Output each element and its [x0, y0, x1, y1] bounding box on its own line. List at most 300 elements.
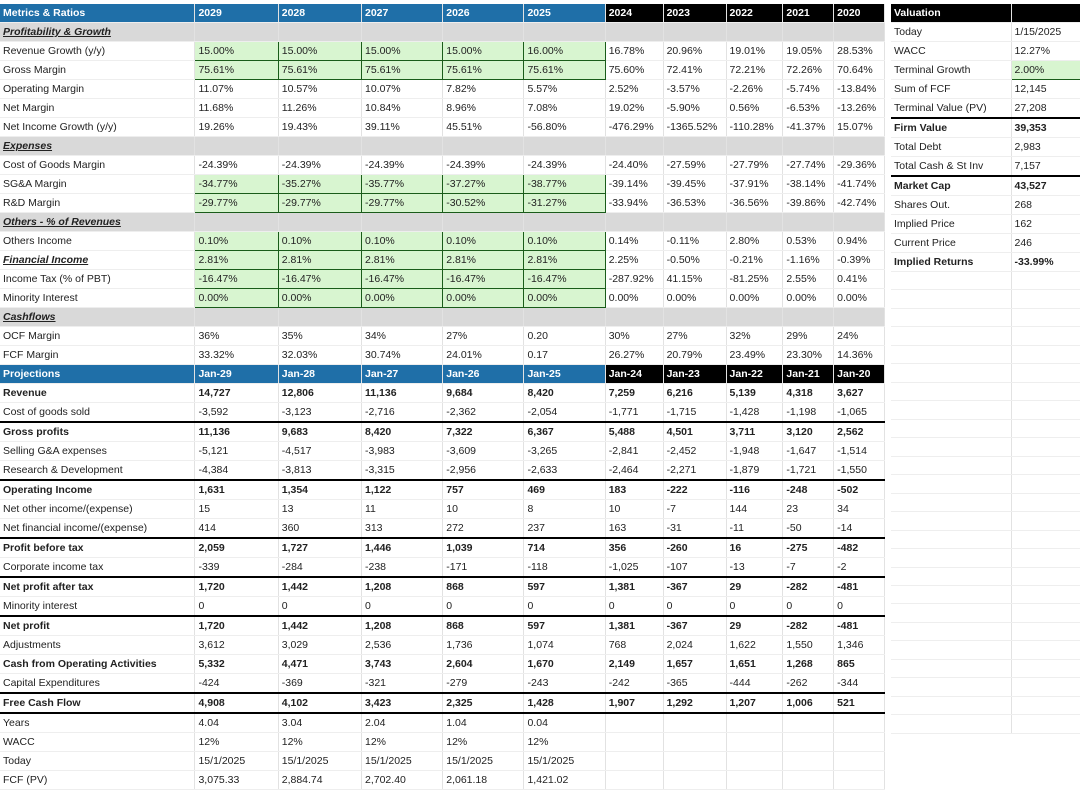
projection-cell[interactable]: -444: [726, 674, 783, 694]
metric-cell[interactable]: -27.74%: [783, 156, 834, 175]
metric-cell[interactable]: 15.00%: [195, 42, 278, 61]
metric-cell[interactable]: 2.55%: [783, 270, 834, 289]
metric-cell[interactable]: -30.52%: [443, 194, 524, 213]
projection-cell[interactable]: 1,207: [726, 693, 783, 713]
metric-cell[interactable]: 45.51%: [443, 118, 524, 137]
metric-cell[interactable]: 35%: [278, 327, 361, 346]
empty-cell[interactable]: [1011, 272, 1080, 290]
projection-cell[interactable]: 1,622: [726, 636, 783, 655]
metric-label[interactable]: Income Tax (% of PBT): [0, 270, 195, 289]
projection-cell[interactable]: [726, 733, 783, 752]
metric-cell[interactable]: -24.39%: [362, 156, 443, 175]
projection-cell[interactable]: -3,592: [195, 403, 278, 423]
projection-cell[interactable]: 1,208: [362, 616, 443, 636]
projection-cell[interactable]: -1,771: [605, 403, 663, 423]
projection-cell[interactable]: 2,884.74: [278, 771, 361, 790]
metric-cell[interactable]: -6.53%: [783, 99, 834, 118]
projection-label[interactable]: Today: [0, 752, 195, 771]
metric-cell[interactable]: 0.10%: [443, 232, 524, 251]
projection-cell[interactable]: 868: [443, 616, 524, 636]
metric-cell[interactable]: 30.74%: [362, 346, 443, 365]
empty-cell[interactable]: [1011, 585, 1080, 603]
projection-cell[interactable]: 1,381: [605, 616, 663, 636]
projection-cell[interactable]: 1,122: [362, 480, 443, 500]
projection-cell[interactable]: -2: [834, 558, 885, 578]
metric-cell[interactable]: 26.27%: [605, 346, 663, 365]
projection-label[interactable]: Cash from Operating Activities: [0, 655, 195, 674]
projection-cell[interactable]: -2,452: [663, 442, 726, 461]
metric-cell[interactable]: 36%: [195, 327, 278, 346]
projection-cell[interactable]: 768: [605, 636, 663, 655]
projection-cell[interactable]: 23: [783, 500, 834, 519]
projection-cell[interactable]: -282: [783, 616, 834, 636]
metric-cell[interactable]: 72.21%: [726, 61, 783, 80]
projection-cell[interactable]: -11: [726, 519, 783, 539]
projection-cell[interactable]: 15: [195, 500, 278, 519]
metric-cell[interactable]: -37.27%: [443, 175, 524, 194]
projection-cell[interactable]: 2,024: [663, 636, 726, 655]
empty-cell[interactable]: [891, 493, 1011, 511]
projection-cell[interactable]: 360: [278, 519, 361, 539]
metric-cell[interactable]: -13.26%: [834, 99, 885, 118]
projection-cell[interactable]: -321: [362, 674, 443, 694]
projection-cell[interactable]: 1,727: [278, 538, 361, 558]
projection-cell[interactable]: -1,428: [726, 403, 783, 423]
projection-cell[interactable]: 144: [726, 500, 783, 519]
projection-cell[interactable]: -2,362: [443, 403, 524, 423]
metric-cell[interactable]: -34.77%: [195, 175, 278, 194]
metric-cell[interactable]: 0.00%: [443, 289, 524, 308]
empty-cell[interactable]: [891, 604, 1011, 622]
metric-cell[interactable]: 75.61%: [362, 61, 443, 80]
valuation-value[interactable]: 162: [1011, 215, 1080, 234]
metric-cell[interactable]: 15.00%: [443, 42, 524, 61]
projection-cell[interactable]: 12%: [443, 733, 524, 752]
projection-cell[interactable]: [726, 752, 783, 771]
metric-cell[interactable]: 15.07%: [834, 118, 885, 137]
projection-cell[interactable]: -50: [783, 519, 834, 539]
projection-cell[interactable]: -13: [726, 558, 783, 578]
metric-cell[interactable]: 0.41%: [834, 270, 885, 289]
empty-cell[interactable]: [1011, 678, 1080, 696]
projection-cell[interactable]: 14,727: [195, 384, 278, 403]
metric-cell[interactable]: 15.00%: [362, 42, 443, 61]
metric-cell[interactable]: 19.02%: [605, 99, 663, 118]
metric-cell[interactable]: -5.90%: [663, 99, 726, 118]
projection-cell[interactable]: 0.04: [524, 713, 605, 733]
projection-cell[interactable]: 2,149: [605, 655, 663, 674]
metric-cell[interactable]: 23.30%: [783, 346, 834, 365]
projection-cell[interactable]: 1,720: [195, 577, 278, 597]
metric-cell[interactable]: 33.32%: [195, 346, 278, 365]
metric-cell[interactable]: -24.39%: [524, 156, 605, 175]
projection-cell[interactable]: [605, 771, 663, 790]
empty-cell[interactable]: [1011, 567, 1080, 585]
projection-cell[interactable]: -1,550: [834, 461, 885, 481]
valuation-value[interactable]: 43,527: [1011, 176, 1080, 196]
metric-cell[interactable]: -1365.52%: [663, 118, 726, 137]
metric-cell[interactable]: 16.00%: [524, 42, 605, 61]
projection-cell[interactable]: -339: [195, 558, 278, 578]
projection-cell[interactable]: 2,059: [195, 538, 278, 558]
metric-cell[interactable]: 5.57%: [524, 80, 605, 99]
projection-cell[interactable]: 3.04: [278, 713, 361, 733]
projection-cell[interactable]: 16: [726, 538, 783, 558]
projection-label[interactable]: Net other income/(expense): [0, 500, 195, 519]
metric-cell[interactable]: 75.60%: [605, 61, 663, 80]
projection-label[interactable]: Profit before tax: [0, 538, 195, 558]
projection-cell[interactable]: 1.04: [443, 713, 524, 733]
valuation-value[interactable]: 27,208: [1011, 99, 1080, 119]
metric-cell[interactable]: 0.56%: [726, 99, 783, 118]
projection-cell[interactable]: 34: [834, 500, 885, 519]
metric-cell[interactable]: 72.41%: [663, 61, 726, 80]
valuation-value[interactable]: 7,157: [1011, 157, 1080, 177]
projection-cell[interactable]: -248: [783, 480, 834, 500]
metric-label[interactable]: Net Income Growth (y/y): [0, 118, 195, 137]
projection-cell[interactable]: 2,562: [834, 422, 885, 442]
empty-cell[interactable]: [1011, 604, 1080, 622]
projection-cell[interactable]: 0: [663, 597, 726, 617]
projection-cell[interactable]: -481: [834, 577, 885, 597]
projection-cell[interactable]: -262: [783, 674, 834, 694]
metric-cell[interactable]: -287.92%: [605, 270, 663, 289]
projection-cell[interactable]: -369: [278, 674, 361, 694]
projection-cell[interactable]: 4,102: [278, 693, 361, 713]
projection-label[interactable]: Net financial income/(expense): [0, 519, 195, 539]
projection-label[interactable]: Operating Income: [0, 480, 195, 500]
empty-cell[interactable]: [1011, 512, 1080, 530]
metric-cell[interactable]: -56.80%: [524, 118, 605, 137]
projection-cell[interactable]: -1,948: [726, 442, 783, 461]
projection-cell[interactable]: 1,208: [362, 577, 443, 597]
projection-cell[interactable]: 272: [443, 519, 524, 539]
valuation-value[interactable]: 268: [1011, 196, 1080, 215]
projection-cell[interactable]: -279: [443, 674, 524, 694]
projection-cell[interactable]: 0: [278, 597, 361, 617]
empty-cell[interactable]: [891, 715, 1011, 733]
metric-cell[interactable]: -476.29%: [605, 118, 663, 137]
projection-cell[interactable]: -222: [663, 480, 726, 500]
projection-cell[interactable]: 4,908: [195, 693, 278, 713]
projection-label[interactable]: Net profit: [0, 616, 195, 636]
empty-cell[interactable]: [1011, 327, 1080, 345]
projection-cell[interactable]: 4,501: [663, 422, 726, 442]
projection-cell[interactable]: 1,346: [834, 636, 885, 655]
projection-label[interactable]: Selling G&A expenses: [0, 442, 195, 461]
metric-cell[interactable]: -16.47%: [195, 270, 278, 289]
projection-cell[interactable]: 7,322: [443, 422, 524, 442]
metric-cell[interactable]: 0.00%: [663, 289, 726, 308]
projection-cell[interactable]: 8,420: [362, 422, 443, 442]
projection-cell[interactable]: 6,367: [524, 422, 605, 442]
projection-cell[interactable]: -2,054: [524, 403, 605, 423]
metric-cell[interactable]: -24.40%: [605, 156, 663, 175]
projection-cell[interactable]: 15/1/2025: [443, 752, 524, 771]
projection-cell[interactable]: -4,384: [195, 461, 278, 481]
metric-cell[interactable]: 75.61%: [443, 61, 524, 80]
metric-cell[interactable]: 7.82%: [443, 80, 524, 99]
projection-cell[interactable]: 2,061.18: [443, 771, 524, 790]
projection-cell[interactable]: 237: [524, 519, 605, 539]
metric-cell[interactable]: 2.80%: [726, 232, 783, 251]
valuation-label[interactable]: Terminal Value (PV): [891, 99, 1011, 119]
projection-cell[interactable]: -1,879: [726, 461, 783, 481]
projection-cell[interactable]: [726, 771, 783, 790]
projection-cell[interactable]: 0: [834, 597, 885, 617]
metric-label[interactable]: OCF Margin: [0, 327, 195, 346]
projection-cell[interactable]: 8,420: [524, 384, 605, 403]
metric-cell[interactable]: 75.61%: [278, 61, 361, 80]
metric-cell[interactable]: 0.14%: [605, 232, 663, 251]
metric-cell[interactable]: 27%: [663, 327, 726, 346]
projection-cell[interactable]: 1,268: [783, 655, 834, 674]
projection-cell[interactable]: 3,711: [726, 422, 783, 442]
empty-cell[interactable]: [1011, 659, 1080, 677]
projection-cell[interactable]: -243: [524, 674, 605, 694]
projection-label[interactable]: Years: [0, 713, 195, 733]
projection-cell[interactable]: 5,332: [195, 655, 278, 674]
metric-cell[interactable]: 24.01%: [443, 346, 524, 365]
metric-cell[interactable]: -0.39%: [834, 251, 885, 270]
projection-cell[interactable]: 521: [834, 693, 885, 713]
projection-cell[interactable]: 15/1/2025: [195, 752, 278, 771]
projection-cell[interactable]: -1,514: [834, 442, 885, 461]
metric-cell[interactable]: 0.00%: [195, 289, 278, 308]
projection-cell[interactable]: [834, 713, 885, 733]
empty-cell[interactable]: [891, 696, 1011, 714]
metric-cell[interactable]: 28.53%: [834, 42, 885, 61]
empty-cell[interactable]: [1011, 438, 1080, 456]
projection-cell[interactable]: -116: [726, 480, 783, 500]
valuation-value[interactable]: 12,145: [1011, 80, 1080, 99]
projection-cell[interactable]: -3,609: [443, 442, 524, 461]
metric-cell[interactable]: -27.79%: [726, 156, 783, 175]
metric-cell[interactable]: 0.10%: [524, 232, 605, 251]
projection-cell[interactable]: 3,120: [783, 422, 834, 442]
projection-cell[interactable]: 1,074: [524, 636, 605, 655]
projection-cell[interactable]: -7: [783, 558, 834, 578]
projection-cell[interactable]: -3,813: [278, 461, 361, 481]
empty-cell[interactable]: [1011, 641, 1080, 659]
empty-cell[interactable]: [1011, 401, 1080, 419]
projection-cell[interactable]: 10: [443, 500, 524, 519]
metric-cell[interactable]: 10.07%: [362, 80, 443, 99]
metric-cell[interactable]: 32%: [726, 327, 783, 346]
projection-cell[interactable]: [605, 713, 663, 733]
metric-cell[interactable]: 0.94%: [834, 232, 885, 251]
projection-cell[interactable]: 1,651: [726, 655, 783, 674]
empty-cell[interactable]: [1011, 364, 1080, 382]
empty-cell[interactable]: [891, 419, 1011, 437]
projection-cell[interactable]: 15/1/2025: [278, 752, 361, 771]
empty-cell[interactable]: [1011, 419, 1080, 437]
projection-cell[interactable]: 2.04: [362, 713, 443, 733]
projection-cell[interactable]: -1,065: [834, 403, 885, 423]
metric-cell[interactable]: 19.43%: [278, 118, 361, 137]
valuation-label[interactable]: Today: [891, 23, 1011, 42]
projection-cell[interactable]: 469: [524, 480, 605, 500]
metric-cell[interactable]: -13.84%: [834, 80, 885, 99]
projection-cell[interactable]: 29: [726, 577, 783, 597]
metric-cell[interactable]: 10.84%: [362, 99, 443, 118]
projection-label[interactable]: Adjustments: [0, 636, 195, 655]
projection-cell[interactable]: -1,025: [605, 558, 663, 578]
projection-cell[interactable]: 12%: [195, 733, 278, 752]
projection-cell[interactable]: -482: [834, 538, 885, 558]
empty-cell[interactable]: [1011, 530, 1080, 548]
metric-cell[interactable]: -42.74%: [834, 194, 885, 213]
empty-cell[interactable]: [1011, 715, 1080, 733]
metric-cell[interactable]: 11.26%: [278, 99, 361, 118]
projection-cell[interactable]: 15/1/2025: [524, 752, 605, 771]
projection-cell[interactable]: 4.04: [195, 713, 278, 733]
metric-cell[interactable]: 70.64%: [834, 61, 885, 80]
empty-cell[interactable]: [1011, 549, 1080, 567]
metric-cell[interactable]: -0.21%: [726, 251, 783, 270]
projection-cell[interactable]: -2,271: [663, 461, 726, 481]
valuation-label[interactable]: Total Cash & St Inv: [891, 157, 1011, 177]
metric-cell[interactable]: -0.11%: [663, 232, 726, 251]
metric-cell[interactable]: 19.05%: [783, 42, 834, 61]
projection-cell[interactable]: 1,631: [195, 480, 278, 500]
projection-cell[interactable]: 29: [726, 616, 783, 636]
metric-cell[interactable]: 0.00%: [834, 289, 885, 308]
projection-cell[interactable]: 2,536: [362, 636, 443, 655]
metric-cell[interactable]: -24.39%: [195, 156, 278, 175]
projection-cell[interactable]: [663, 733, 726, 752]
metric-cell[interactable]: 15.00%: [278, 42, 361, 61]
projection-cell[interactable]: 5,139: [726, 384, 783, 403]
metric-cell[interactable]: -110.28%: [726, 118, 783, 137]
metric-cell[interactable]: -24.39%: [443, 156, 524, 175]
empty-cell[interactable]: [891, 456, 1011, 474]
valuation-value[interactable]: 1/15/2025: [1011, 23, 1080, 42]
metric-cell[interactable]: -16.47%: [443, 270, 524, 289]
projection-cell[interactable]: 865: [834, 655, 885, 674]
projection-cell[interactable]: 1,442: [278, 577, 361, 597]
projection-cell[interactable]: -2,633: [524, 461, 605, 481]
projection-cell[interactable]: 8: [524, 500, 605, 519]
projection-cell[interactable]: -260: [663, 538, 726, 558]
projection-cell[interactable]: -7: [663, 500, 726, 519]
projection-cell[interactable]: [663, 713, 726, 733]
projection-cell[interactable]: [783, 713, 834, 733]
metric-cell[interactable]: -29.77%: [195, 194, 278, 213]
metric-cell[interactable]: 39.11%: [362, 118, 443, 137]
empty-cell[interactable]: [1011, 456, 1080, 474]
projection-cell[interactable]: 1,381: [605, 577, 663, 597]
projection-cell[interactable]: 12,806: [278, 384, 361, 403]
projection-cell[interactable]: 1,446: [362, 538, 443, 558]
projection-cell[interactable]: 1,550: [783, 636, 834, 655]
metric-cell[interactable]: 16.78%: [605, 42, 663, 61]
projection-cell[interactable]: -3,123: [278, 403, 361, 423]
metric-cell[interactable]: -33.94%: [605, 194, 663, 213]
valuation-label[interactable]: Current Price: [891, 234, 1011, 253]
projection-cell[interactable]: 3,423: [362, 693, 443, 713]
projection-cell[interactable]: -1,715: [663, 403, 726, 423]
metric-cell[interactable]: 29%: [783, 327, 834, 346]
projection-cell[interactable]: 4,471: [278, 655, 361, 674]
projection-label[interactable]: Capital Expenditures: [0, 674, 195, 694]
empty-cell[interactable]: [891, 438, 1011, 456]
projection-cell[interactable]: 0: [443, 597, 524, 617]
projection-cell[interactable]: -344: [834, 674, 885, 694]
empty-cell[interactable]: [891, 585, 1011, 603]
projection-cell[interactable]: -242: [605, 674, 663, 694]
projection-cell[interactable]: -2,716: [362, 403, 443, 423]
metric-cell[interactable]: 23.49%: [726, 346, 783, 365]
projection-cell[interactable]: -367: [663, 616, 726, 636]
projection-cell[interactable]: 1,421.02: [524, 771, 605, 790]
projection-cell[interactable]: 1,292: [663, 693, 726, 713]
metric-cell[interactable]: -1.16%: [783, 251, 834, 270]
projection-cell[interactable]: 313: [362, 519, 443, 539]
projection-cell[interactable]: -31: [663, 519, 726, 539]
metric-label[interactable]: Gross Margin: [0, 61, 195, 80]
projection-label[interactable]: Research & Development: [0, 461, 195, 481]
metric-cell[interactable]: 2.81%: [278, 251, 361, 270]
projection-label[interactable]: Gross profits: [0, 422, 195, 442]
metric-cell[interactable]: 11.68%: [195, 99, 278, 118]
metric-cell[interactable]: 0.17: [524, 346, 605, 365]
projection-label[interactable]: Net profit after tax: [0, 577, 195, 597]
metric-cell[interactable]: -35.27%: [278, 175, 361, 194]
projection-cell[interactable]: -1,647: [783, 442, 834, 461]
empty-cell[interactable]: [891, 622, 1011, 640]
metric-cell[interactable]: 32.03%: [278, 346, 361, 365]
empty-cell[interactable]: [891, 290, 1011, 308]
metric-cell[interactable]: 2.81%: [195, 251, 278, 270]
projection-cell[interactable]: 0: [726, 597, 783, 617]
projection-cell[interactable]: 163: [605, 519, 663, 539]
projection-cell[interactable]: -275: [783, 538, 834, 558]
projection-label[interactable]: FCF (PV): [0, 771, 195, 790]
metric-cell[interactable]: -41.74%: [834, 175, 885, 194]
projection-label[interactable]: Minority interest: [0, 597, 195, 617]
projection-cell[interactable]: 1,354: [278, 480, 361, 500]
projection-cell[interactable]: 2,604: [443, 655, 524, 674]
projection-cell[interactable]: 3,627: [834, 384, 885, 403]
metric-cell[interactable]: -5.74%: [783, 80, 834, 99]
empty-cell[interactable]: [891, 364, 1011, 382]
projection-cell[interactable]: 868: [443, 577, 524, 597]
projection-cell[interactable]: -118: [524, 558, 605, 578]
metric-cell[interactable]: 2.81%: [443, 251, 524, 270]
metric-cell[interactable]: 34%: [362, 327, 443, 346]
metric-cell[interactable]: 41.15%: [663, 270, 726, 289]
valuation-value[interactable]: 12.27%: [1011, 42, 1080, 61]
projection-cell[interactable]: 6,216: [663, 384, 726, 403]
metric-cell[interactable]: -39.14%: [605, 175, 663, 194]
metric-cell[interactable]: 0.00%: [524, 289, 605, 308]
metric-label[interactable]: Cost of Goods Margin: [0, 156, 195, 175]
metric-cell[interactable]: 20.79%: [663, 346, 726, 365]
metric-cell[interactable]: -16.47%: [524, 270, 605, 289]
empty-cell[interactable]: [1011, 382, 1080, 400]
projection-cell[interactable]: 1,428: [524, 693, 605, 713]
projection-cell[interactable]: -107: [663, 558, 726, 578]
projection-cell[interactable]: [783, 771, 834, 790]
metric-cell[interactable]: 75.61%: [195, 61, 278, 80]
valuation-label[interactable]: Sum of FCF: [891, 80, 1011, 99]
metric-cell[interactable]: 0.10%: [278, 232, 361, 251]
projection-cell[interactable]: [605, 752, 663, 771]
metric-cell[interactable]: 8.96%: [443, 99, 524, 118]
metric-cell[interactable]: 2.81%: [524, 251, 605, 270]
metric-cell[interactable]: -0.50%: [663, 251, 726, 270]
